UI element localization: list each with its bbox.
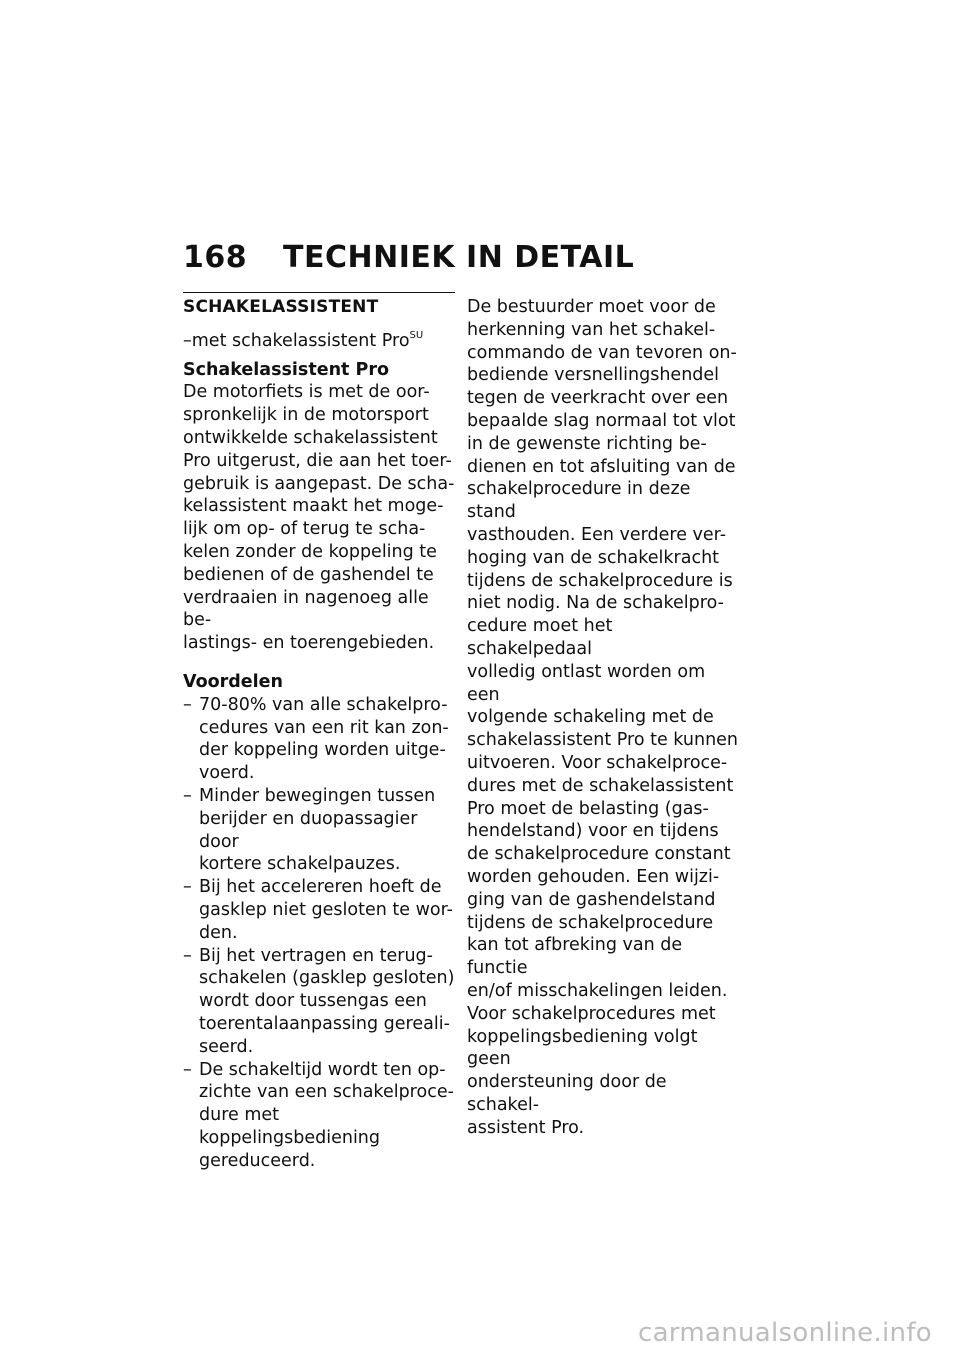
list-dash: – xyxy=(183,1059,192,1080)
advantages-title: Voordelen xyxy=(183,671,283,692)
list-dash: – xyxy=(183,785,192,806)
option-code: SU xyxy=(409,329,424,341)
list-item-text: De schakeltijd wordt ten op- zichte van een schakelproce- dure met koppelingsbediening gereduceerd. xyxy=(199,1059,454,1171)
chapter-title: TECHNIEK IN DETAIL xyxy=(283,240,635,275)
page-header xyxy=(183,240,634,275)
list-item-text: Bij het vertragen en terug- schakelen (gasklep gesloten) wordt door tussengas een toerentalaanpassing gereali- seerd. xyxy=(199,945,455,1057)
list-item xyxy=(183,1059,455,1173)
list-dash: – xyxy=(183,694,192,715)
watermark: carmanualsonline.info xyxy=(637,1318,932,1348)
list-item-text: 70-80% van alle schakelpro- cedures van een rit kan zon- der koppeling worden uitge- voerd. xyxy=(199,694,449,784)
list-dash: – xyxy=(183,877,192,898)
left-column xyxy=(183,292,455,1172)
list-item xyxy=(183,945,455,1059)
list-item xyxy=(183,876,455,944)
list-item xyxy=(183,694,455,785)
intro-paragraph: De motorfiets is met de oor- spronkelijk in de motorsport ontwikkelde schakelassistent Pro uitgerust, die aan het toer- gebruik is aangepast. De scha- kelassistent maakt het moge- lijk om op- of terug te scha- kelen zonder de koppeling te bedienen of de gashendel te verdraaien in nagenoeg alle be- lastings- en toerengebieden. xyxy=(183,382,455,654)
right-column xyxy=(467,296,739,1139)
list-item xyxy=(183,785,455,876)
subsection-title: Schakelassistent Pro xyxy=(183,359,389,380)
applicability-text: –met schakelassistent Pro xyxy=(183,330,410,351)
list-item-text: Bij het accelereren hoeft de gasklep niet gesloten te wor- den. xyxy=(199,877,453,943)
applicability-note xyxy=(183,325,455,353)
operation-paragraph: De bestuurder moet voor de herkenning van het schakel- commando de van tevoren on- bediende versnellingshendel tegen de veerkracht over een bepaalde slag normaal tot vlot in de gewenste richting be- dienen en tot afsluiting van de schakelprocedure in deze stand vasthouden. Een verdere ver- hoging van de schakelkracht tijdens de schakelprocedure is niet nodig. Na de schakelpro- cedure moet het schakelpedaal volledig ontlast worden om een volgende schakeling met de schakelassistent Pro te kunnen uitvoeren. Voor schakelproce- dures met de schakelassistent Pro moet de belasting (gas- hendelstand) voor en tijdens de schakelprocedure constant worden gehouden. Een wijzi- ging van de gashendelstand tijdens de schakelprocedure kan tot afbreking van de functie en/of misschakelingen leiden. Voor schakelprocedures met koppelingsbediening volgt geen ondersteuning door de schakel- assistent Pro. xyxy=(467,297,739,1138)
advantages-list xyxy=(183,694,455,1173)
page-number: 168 xyxy=(183,240,248,275)
list-item-text: Minder bewegingen tussen berijder en duopassagier door kortere schakelpauzes. xyxy=(199,785,436,875)
list-dash: – xyxy=(183,945,192,966)
section-title: SCHAKELASSISTENT xyxy=(183,292,455,319)
